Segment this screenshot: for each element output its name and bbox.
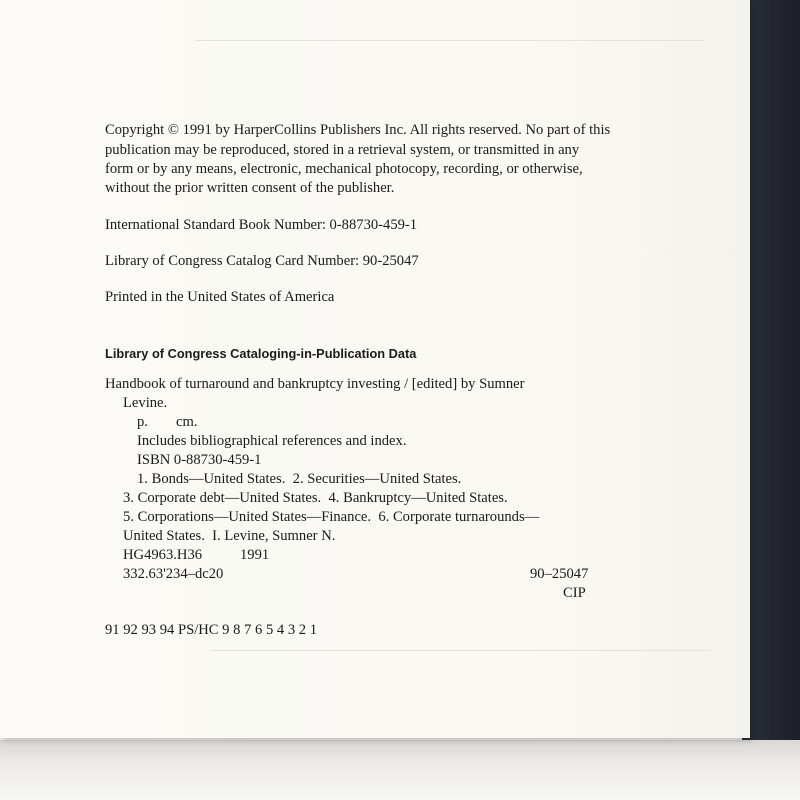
copyright-line-3: form or by any means, electronic, mechanical photocopy, recording, or otherwise, xyxy=(105,161,583,177)
lccn-line: Library of Congress Catalog Card Number: 90-25047 xyxy=(105,253,419,269)
isbn-line: International Standard Book Number: 0-88730-459-1 xyxy=(105,217,418,233)
cip-heading: Library of Congress Cataloging-in-Publication Data xyxy=(105,346,417,361)
cip-isbn: ISBN 0-88730-459-1 xyxy=(137,452,262,468)
table-surface xyxy=(0,740,800,800)
cip-title-line-2: Levine. xyxy=(123,395,168,411)
cip-call-number: HG4963.H36 xyxy=(123,547,203,563)
cip-includes: Includes bibliographical references and index. xyxy=(137,433,407,449)
print-line: 91 92 93 94 PS/HC 9 8 7 6 5 4 3 2 1 xyxy=(105,622,318,638)
show-through-rule-top xyxy=(195,40,705,41)
cip-subjects-3: 5. Corporations—United States—Finance. 6. Corporate turnarounds— xyxy=(123,509,540,525)
cip-label: CIP xyxy=(563,585,586,601)
show-through-rule-bottom xyxy=(210,650,710,651)
cip-p-label: p. xyxy=(137,414,148,430)
cip-cm-label: cm. xyxy=(176,414,198,430)
copyright-line-1: Copyright © 1991 by HarperCollins Publishers Inc. All rights reserved. No part of this xyxy=(105,122,611,138)
printed-in-line: Printed in the United States of America xyxy=(105,289,335,305)
book-cover-edge xyxy=(742,0,800,745)
copyright-line-4: without the prior written consent of the publisher. xyxy=(105,180,395,196)
cip-card-number: 90–25047 xyxy=(530,566,589,582)
cip-subjects-4: United States. I. Levine, Sumner N. xyxy=(123,528,336,544)
cip-dewey: 332.63'234–dc20 xyxy=(123,566,224,582)
cip-subjects-2: 3. Corporate debt—United States. 4. Bankruptcy—United States. xyxy=(123,490,508,506)
cip-subjects-1: 1. Bonds—United States. 2. Securities—United States. xyxy=(137,471,462,487)
cip-title-line-1: Handbook of turnaround and bankruptcy investing / [edited] by Sumner xyxy=(105,376,525,392)
cip-call-year: 1991 xyxy=(240,547,270,563)
copyright-line-2: publication may be reproduced, stored in a retrieval system, or transmitted in any xyxy=(105,142,580,158)
